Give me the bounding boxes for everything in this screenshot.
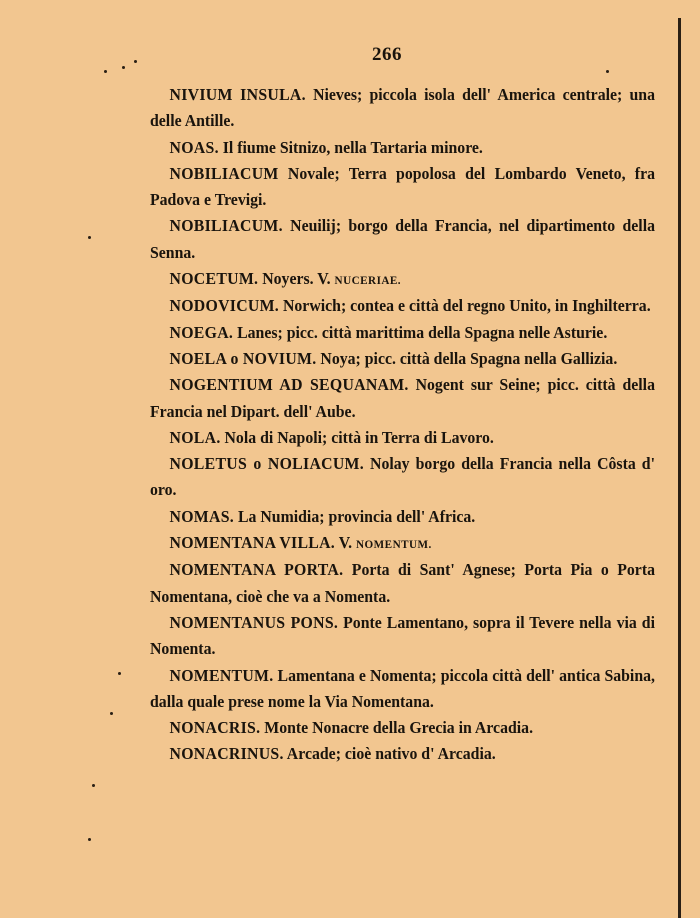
entry-headword: NOELA o NOVIUM. (169, 348, 317, 368)
entry (150, 266, 655, 293)
entry-headword: NOLA. (169, 427, 221, 447)
entry-definition: Nolay borgo della Francia nella Côsta d' oro. (150, 454, 656, 500)
entry (150, 135, 655, 161)
entry (150, 530, 655, 557)
entry-definition: Lanes; picc. città marittima della Spagna nelle Asturie. (233, 322, 608, 342)
entry-headword: NOBILIACUM (169, 163, 279, 183)
entry (150, 82, 655, 135)
entry-headword: NONACRIS. (169, 718, 261, 738)
entry-definition: Porta di Sant' Agnese; Porta Pia o Porta Nomentana, cioè che va a Nomenta. (150, 560, 656, 606)
scan-speck (118, 672, 121, 675)
scan-speck (88, 236, 91, 239)
entry (150, 372, 655, 425)
entry-headword: NOMENTUM. (169, 665, 274, 685)
entry-definition: Noya; picc. città della Spagna nella Gallizia. (316, 348, 618, 368)
entry-headword: NIVIUM INSULA. (169, 85, 306, 104)
entry (150, 161, 655, 214)
entry-definition: La Numidia; provincia dell' Africa. (234, 506, 476, 526)
entry-headword: NOMENTANA PORTA. (169, 560, 344, 580)
entry-headword: NOGENTIUM AD SEQUANAM. (169, 375, 409, 395)
entry (150, 451, 655, 504)
entry (150, 663, 655, 716)
entry-headword: NOMAS. (169, 506, 235, 526)
entry (150, 557, 655, 610)
scan-speck (92, 784, 95, 787)
entry-definition: Novale; Terra popolosa del Lombardo Veneto, fra Padova e Trevigi. (150, 163, 655, 210)
scan-speck (110, 712, 113, 715)
entry-definition: Nogent sur Seine; picc. città della Francia nel Dipart. dell' Aube. (150, 375, 655, 421)
entry-headword: NOEGA. (169, 322, 234, 342)
entry-cross-reference: NUCERIAE. (334, 273, 402, 288)
scan-speck (104, 70, 107, 73)
page-edge-rule (678, 18, 681, 918)
entry (150, 715, 655, 741)
entry-definition: Noyers. V. (258, 269, 335, 289)
scan-speck (122, 66, 125, 69)
entry (150, 741, 655, 767)
dictionary-entries (150, 82, 655, 768)
entry-definition: Monte Nonacre della Grecia in Arcadia. (260, 718, 534, 738)
entry-definition: Arcade; cioè nativo d' Arcadia. (283, 744, 496, 764)
entry-definition: Nieves; piccola isola dell' America centrale; una delle Antille. (150, 85, 655, 131)
entry-definition: Ponte Lamentano, sopra il Tevere nella via di Nomenta. (150, 612, 655, 659)
entry-cross-reference: NOMENTUM. (356, 537, 432, 552)
entry-headword: NOAS. (169, 137, 219, 157)
entry-definition: Nola di Napoli; città in Terra di Lavoro. (220, 427, 494, 447)
entry-headword: NOMENTANA VILLA. (169, 533, 336, 553)
entry-headword: NOLETUS o NOLIACUM. (169, 454, 364, 474)
entry-definition: Norwich; contea e città del regno Unito, in Inghilterra. (279, 296, 651, 316)
entry (150, 610, 655, 663)
entry (150, 213, 655, 266)
entry-headword: NODOVICUM. (169, 296, 280, 316)
entry-definition: V. (335, 533, 357, 553)
entry (150, 425, 655, 451)
entry (150, 320, 655, 346)
entry-definition: Il fiume Sitnizo, nella Tartaria minore. (218, 137, 483, 157)
entry (150, 346, 655, 372)
entry-headword: NOCETUM. (169, 269, 259, 289)
scan-speck (134, 60, 137, 63)
scan-speck (606, 70, 609, 73)
entry-definition: Neuilij; borgo della Francia, nel dipartimento della Senna. (150, 216, 655, 262)
entry-headword: NONACRINUS. (169, 744, 284, 764)
entry-headword: NOBILIACUM. (169, 216, 283, 236)
entry (150, 293, 655, 319)
entry-headword: NOMENTANUS PONS. (169, 612, 339, 632)
entry-definition: Lamentana e Nomenta; piccola città dell' antica Sabina, dalla quale prese nome la Via Nomentana. (150, 665, 655, 711)
scan-speck (88, 838, 91, 841)
page-number: 266 (372, 44, 402, 65)
entry (150, 504, 655, 530)
